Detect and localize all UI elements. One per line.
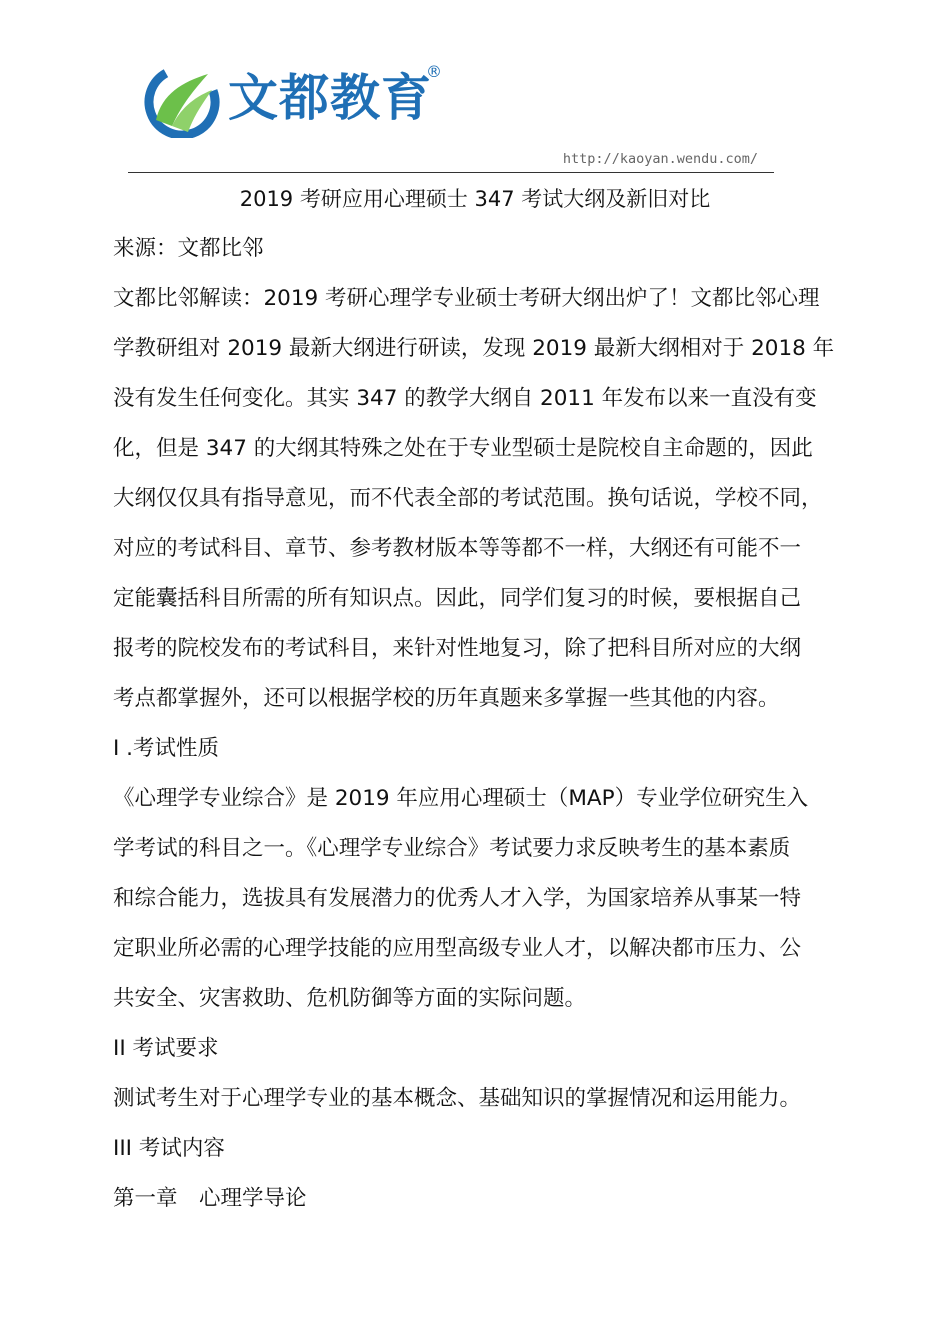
source-line: 来源：文都比邻 — [113, 236, 264, 261]
wendu-logo-mark-icon — [142, 64, 220, 138]
body-line: 对应的考试科目、章节、参考教材版本等等都不一样，大纲还有可能不一 — [113, 536, 802, 561]
body-line: 定能囊括科目所需的所有知识点。因此，同学们复习的时候，要根据自己 — [113, 586, 802, 611]
body-line: 和综合能力，选拔具有发展潜力的优秀人才入学，为国家培养从事某一特 — [113, 886, 802, 911]
section-heading: III 考试内容 — [113, 1136, 225, 1161]
body-line: 大纲仅仅具有指导意见，而不代表全部的考试范围。换句话说，学校不同， — [113, 486, 823, 511]
body-line: 学考试的科目之一。《心理学专业综合》考试要力求反映考生的基本素质 — [113, 836, 791, 861]
body-line: 报考的院校发布的考试科目，来针对性地复习，除了把科目所对应的大纲 — [113, 636, 802, 661]
body-line: 没有发生任何变化。其实 347 的教学大纲自 2011 年发布以来一直没有变 — [113, 386, 817, 411]
body-line: 考点都掌握外，还可以根据学校的历年真题来多掌握一些其他的内容。 — [113, 686, 780, 711]
section-heading: I .考试性质 — [113, 736, 220, 761]
body-line: 测试考生对于心理学专业的基本概念、基础知识的掌握情况和运用能力。 — [113, 1086, 802, 1111]
header-divider — [128, 172, 774, 173]
document-title: 2019 考研应用心理硕士 347 考试大纲及新旧对比 — [239, 187, 711, 211]
body-line: 学教研组对 2019 最新大纲进行研读，发现 2019 最新大纲相对于 2018 年 — [113, 336, 835, 361]
logo-text: 文都教育 — [228, 69, 432, 127]
section-heading: II 考试要求 — [113, 1036, 219, 1061]
body-line: 定职业所必需的心理学技能的应用型高级专业人才，以解决都市压力、公 — [113, 936, 802, 961]
header-url: http://kaoyan.wendu.com/ — [562, 151, 758, 167]
body-line: 《心理学专业综合》是 2019 年应用心理硕士（MAP）专业学位研究生入 — [113, 786, 809, 811]
body-line: 化，但是 347 的大纲其特殊之处在于专业型硕士是院校自主命题的，因此 — [113, 436, 813, 461]
wendu-logo — [142, 62, 462, 142]
body-line: 文都比邻解读：2019 考研心理学专业硕士考研大纲出炉了！文都比邻心理 — [113, 286, 820, 311]
body-line: 共安全、灾害救助、危机防御等方面的实际问题。 — [113, 986, 587, 1011]
registered-mark: ® — [426, 62, 442, 81]
chapter-heading: 第一章 心理学导论 — [113, 1186, 307, 1211]
document-body — [113, 224, 843, 1224]
